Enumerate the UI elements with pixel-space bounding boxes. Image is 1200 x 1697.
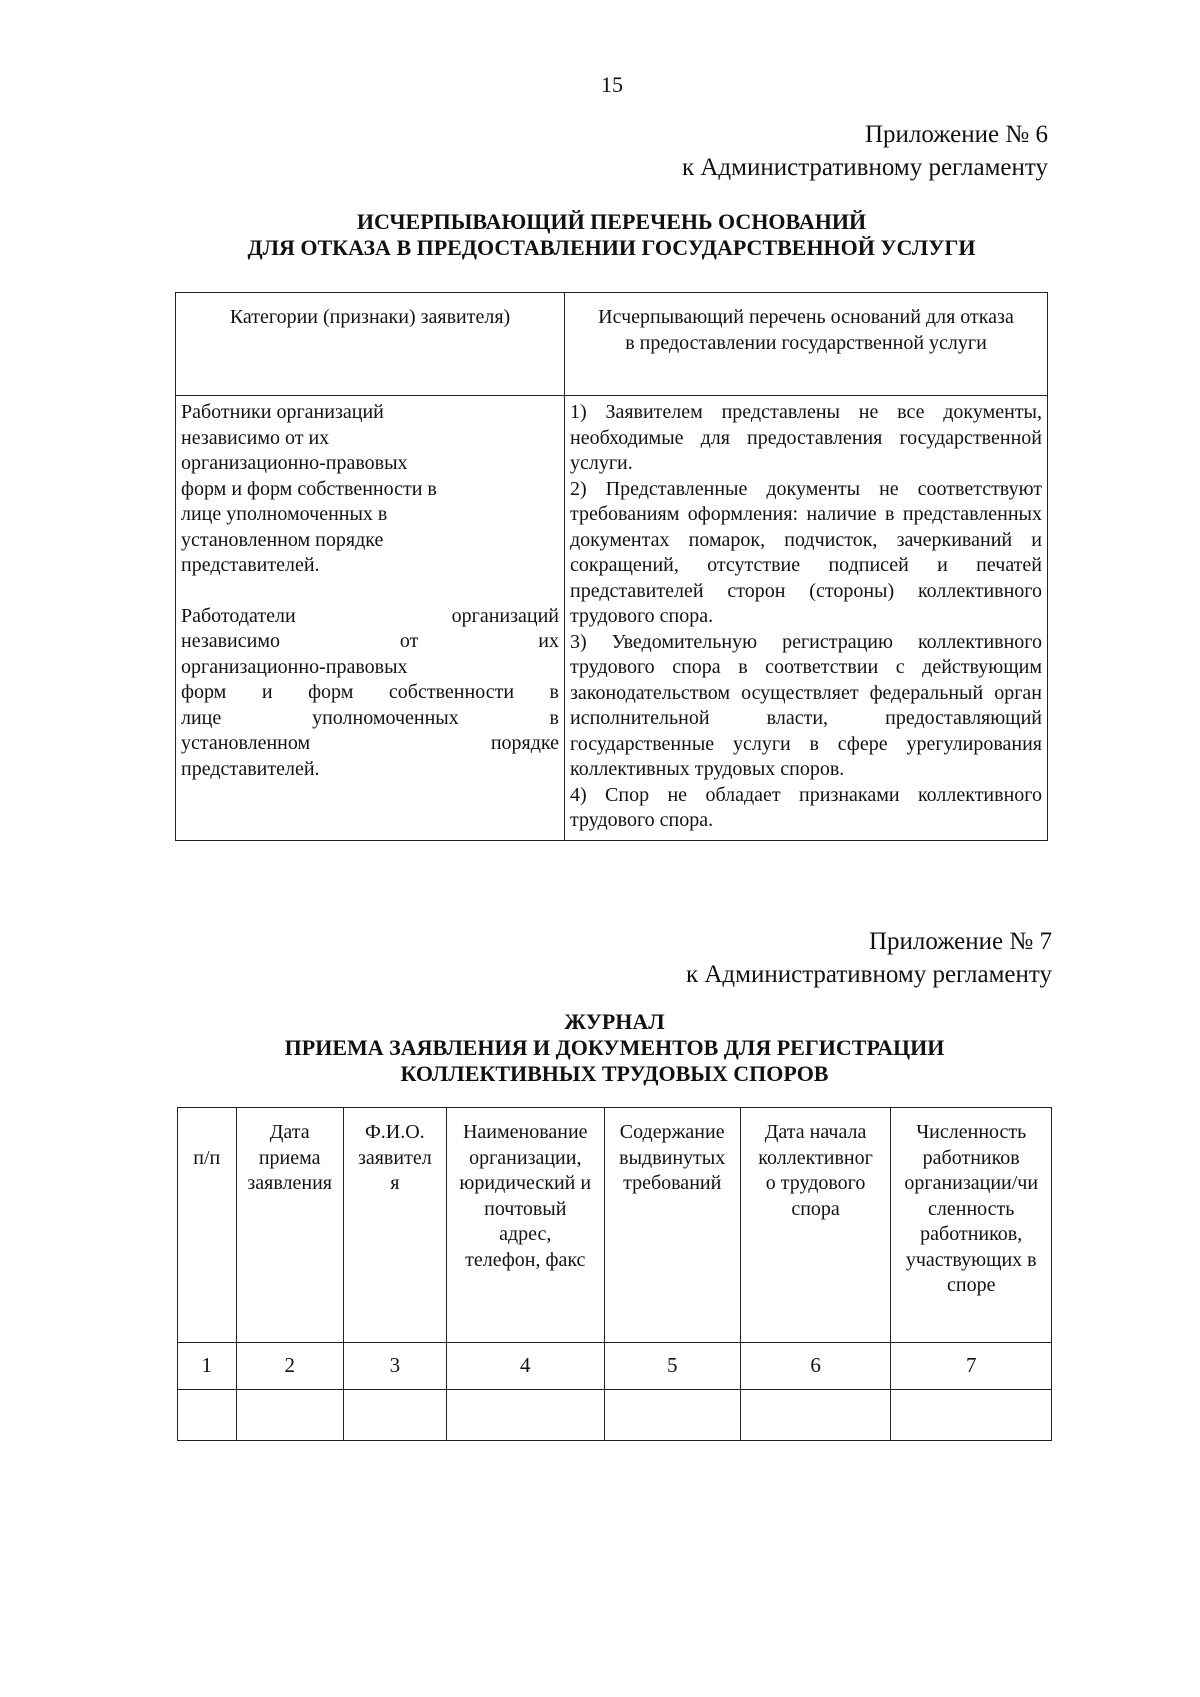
column-number: 4: [446, 1343, 604, 1390]
empty-cell: [178, 1390, 237, 1441]
column-numbers-row: [178, 1343, 1052, 1390]
header-line: участвующих в: [905, 1248, 1037, 1271]
header-line: Наименование: [462, 1121, 588, 1143]
text-line: форм и форм собственности в: [181, 681, 559, 703]
title-7-line3: КОЛЛЕКТИВНЫХ ТРУДОВЫХ СПОРОВ: [400, 1061, 829, 1086]
empty-cell: [343, 1390, 446, 1441]
text-line: документах помарок, подчисток, зачеркиваний и: [570, 528, 1042, 551]
header-line: организации,: [469, 1146, 582, 1169]
applicant-categories-cell: [176, 396, 565, 841]
column-header: [891, 1108, 1052, 1343]
header-line: Ф.И.О.: [364, 1121, 425, 1143]
text-line: лице уполномоченных в: [181, 503, 388, 525]
header-line: заявител: [357, 1146, 432, 1169]
column-number: 3: [343, 1343, 446, 1390]
text-line: организационно-правовых: [181, 452, 408, 474]
text-line: 2) Представленные документы не соответствуют: [570, 477, 1042, 500]
text-line: установленном порядке: [181, 528, 384, 551]
refusal-ground-item: [570, 783, 1042, 834]
header-line: сленность: [928, 1197, 1015, 1220]
column-header: [604, 1108, 740, 1343]
header-line: спора: [791, 1197, 840, 1220]
text-line: услуги.: [570, 452, 633, 474]
applicant-category: [181, 400, 559, 579]
refusal-ground-item: [570, 630, 1042, 783]
column-number: 5: [604, 1343, 740, 1390]
empty-cell: [604, 1390, 740, 1441]
text-line: форм и форм собственности в: [181, 477, 437, 500]
text-line: установленном порядке: [181, 732, 559, 754]
text-line: требованиям оформления: наличие в представленных: [570, 503, 1042, 525]
empty-table-row: [178, 1390, 1052, 1441]
table-row: [176, 396, 1048, 841]
title-appendix-7: [177, 1009, 1052, 1087]
registration-journal-table: [177, 1107, 1052, 1441]
appendix-6-line2: к Административному регламенту: [681, 154, 1048, 181]
page-number: 15: [601, 72, 623, 97]
header-line: требований: [623, 1172, 722, 1194]
appendix-6-line1: Приложение № 6: [864, 121, 1048, 148]
appendix-7-line2: к Административному регламенту: [685, 961, 1052, 988]
refusal-grounds-table: [175, 292, 1048, 841]
text-line: организационно-правовых: [181, 655, 408, 678]
table-header-row: [178, 1108, 1052, 1343]
appendix-6-heading: [682, 118, 1048, 184]
header-line: юридический и: [459, 1172, 592, 1194]
header-line: Дата: [269, 1121, 310, 1143]
header-line: работников,: [920, 1223, 1023, 1245]
header-line: Содержание: [619, 1121, 725, 1143]
empty-cell: [236, 1390, 343, 1441]
header-line: о трудового: [765, 1172, 866, 1194]
header-line: я: [390, 1172, 400, 1194]
column-number: 1: [178, 1343, 237, 1390]
text-line: представителей сторон (стороны) коллективного: [570, 579, 1042, 602]
header-line: адрес,: [499, 1223, 552, 1245]
header-line: п/п: [193, 1147, 221, 1169]
refusal-ground-item: [570, 400, 1042, 477]
text-line: 1) Заявителем представлены не все документы,: [570, 401, 1042, 423]
empty-cell: [740, 1390, 891, 1441]
column-header: [178, 1108, 237, 1343]
header-line: приема: [258, 1146, 321, 1169]
table-header-row: [176, 293, 1048, 396]
empty-cell: [891, 1390, 1052, 1441]
header-line: Дата начала: [764, 1121, 867, 1143]
text-line: представителей.: [181, 757, 320, 780]
text-line: представителей.: [181, 554, 320, 576]
column-number: 7: [891, 1343, 1052, 1390]
header-line: коллективног: [758, 1146, 873, 1169]
appendix-7-line1: Приложение № 7: [868, 928, 1052, 955]
header-line: споре: [946, 1274, 996, 1296]
empty-cell: [446, 1390, 604, 1441]
text-line: исполнительной власти, предоставляющий: [570, 707, 1042, 729]
refusal-grounds-cell: [565, 396, 1048, 841]
header-line: заявления: [247, 1172, 332, 1194]
title-appendix-6: [175, 209, 1048, 261]
column-header: [343, 1108, 446, 1343]
text-line: государственные услуги в сфере урегулирования: [570, 732, 1042, 755]
column-number: 6: [740, 1343, 891, 1390]
title-6-line1: ИСЧЕРПЫВАЮЩИЙ ПЕРЕЧЕНЬ ОСНОВАНИЙ: [356, 209, 867, 234]
text-line: сокращений, отсутствие подписей и печатей: [570, 554, 1042, 576]
title-7-line1: ЖУРНАЛ: [564, 1009, 665, 1034]
title-6-line2: ДЛЯ ОТКАЗА В ПРЕДОСТАВЛЕНИИ ГОСУДАРСТВЕННОЙ УСЛУГИ: [247, 235, 976, 260]
header-refusal-grounds: Исчерпывающий перечень оснований для отказа в предоставлении государственной услуги: [565, 293, 1048, 396]
column-header: [236, 1108, 343, 1343]
refusal-ground-item: [570, 477, 1042, 630]
title-7-line2: ПРИЕМА ЗАЯВЛЕНИЯ И ДОКУМЕНТОВ ДЛЯ РЕГИСТРАЦИИ: [284, 1035, 945, 1060]
text-line: трудового спора в соответствии с действующим: [570, 656, 1042, 678]
text-line: законодательством осуществляет федеральный орган: [570, 681, 1042, 704]
header-line: организации/чи: [904, 1172, 1039, 1194]
text-line: необходимые для предоставления государственной: [570, 426, 1042, 449]
text-line: лице уполномоченных в: [181, 706, 559, 729]
header-line: телефон, факс: [465, 1248, 586, 1271]
column-number: 2: [236, 1343, 343, 1390]
text-line: независимо от их: [181, 630, 559, 652]
column-header: [446, 1108, 604, 1343]
text-line: Работодатели организаций: [181, 604, 559, 627]
text-line: трудового спора.: [570, 809, 714, 831]
text-line: 3) Уведомительную регистрацию коллективного: [570, 630, 1042, 653]
applicant-category: [181, 604, 559, 783]
appendix-7-heading: [686, 925, 1052, 991]
column-header: [740, 1108, 891, 1343]
header-line: Численность: [916, 1121, 1027, 1143]
header-line: работников: [922, 1146, 1020, 1169]
text-line: 4) Спор не обладает признаками коллективного: [570, 783, 1042, 806]
text-line: независимо от их: [181, 426, 330, 449]
header-line: выдвинутых: [619, 1146, 726, 1169]
text-line: трудового спора.: [570, 605, 714, 627]
text-line: коллективных трудовых споров.: [570, 758, 845, 780]
header-line: почтовый: [484, 1197, 567, 1220]
text-line: Работники организаций: [181, 401, 384, 423]
header-applicant-categories: Категории (признаки) заявителя): [176, 293, 565, 396]
